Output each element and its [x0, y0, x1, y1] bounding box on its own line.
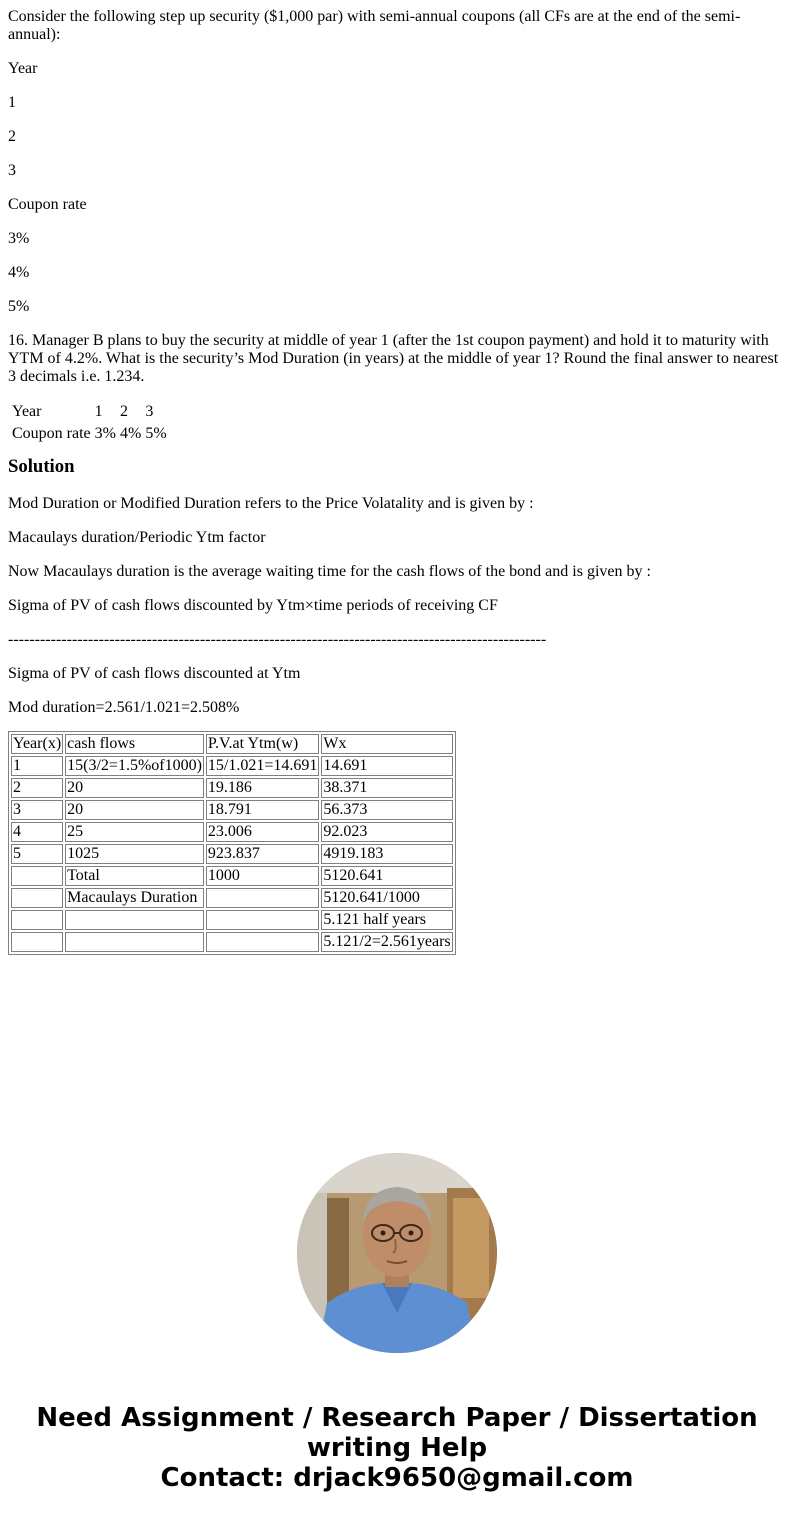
- table-row: [11, 910, 453, 930]
- table-cell: 15(3/2=1.5%of1000): [67, 757, 202, 774]
- table-cell: [11, 932, 63, 952]
- table-cell: 3%: [94, 425, 116, 442]
- table-cell: 19.186: [206, 778, 319, 798]
- table-cell: 5120.641/1000: [321, 888, 452, 908]
- table-cell: 14.691: [321, 756, 452, 776]
- ad-line: Need Assignment / Research Paper / Dissertation: [36, 1403, 758, 1433]
- table-cell: 923.837: [206, 844, 319, 864]
- question-intro: Consider the following step up security ($1,000 par) with semi-annual coupons (all CFs are at the end of the semi-annual):: [8, 8, 741, 43]
- solution-paragraph: Mod duration=2.561/1.021=2.508%: [8, 699, 240, 716]
- question-line: Year: [8, 60, 38, 77]
- table-header-row: [11, 734, 453, 754]
- question-line: Coupon rate: [8, 196, 87, 213]
- table-cell: Total: [65, 866, 204, 886]
- table-row: [11, 866, 453, 886]
- solution-heading: Solution: [8, 456, 75, 477]
- table-cell: 15/1.021=14.691: [207, 757, 318, 774]
- table-row: [11, 756, 453, 776]
- question-line: 4%: [8, 264, 30, 281]
- table-row: [11, 424, 168, 444]
- table-cell: 5: [11, 844, 63, 864]
- table-cell: 5%: [145, 425, 167, 442]
- table-cell: 3: [145, 403, 154, 420]
- table-cell: 5120.641: [321, 866, 452, 886]
- question-problem: 16. Manager B plans to buy the security at middle of year 1 (after the 1st coupon payment) and hold it to maturity with YTM of 4.2%. What is the security’s Mod Duration (in years) at the middle of year 1? Round the final answer to nearest 3 decimals i.e. 1.234.: [8, 332, 779, 385]
- table-cell: 5.121 half years: [321, 910, 452, 930]
- table-row: [11, 932, 453, 952]
- table-cell: 1: [94, 403, 103, 420]
- tutor-avatar-icon: [297, 1153, 497, 1353]
- table-row: [11, 822, 453, 842]
- table-cell: 4919.183: [321, 844, 452, 864]
- ad-line: writing Help: [306, 1433, 488, 1463]
- table-cell: Year: [12, 403, 42, 420]
- table-cell: 1025: [65, 844, 204, 864]
- table-cell: 4: [11, 822, 63, 842]
- table-cell: 56.373: [321, 800, 452, 820]
- column-header: Wx: [321, 734, 452, 754]
- table-row: [11, 402, 168, 422]
- table-cell: 23.006: [206, 822, 319, 842]
- column-header: P.V.at Ytm(w): [206, 734, 319, 754]
- divider-line: -----------------------------------------------------------------------------------------------------: [8, 631, 547, 648]
- duration-calculation-table: [8, 731, 456, 955]
- solution-paragraph: Macaulays duration/Periodic Ytm factor: [8, 529, 266, 546]
- table-cell: [11, 910, 63, 930]
- ad-contact-line: Contact: drjack9650@gmail.com: [160, 1463, 634, 1493]
- table-cell: [206, 932, 319, 952]
- table-cell: Coupon rate: [12, 425, 91, 442]
- table-cell: 1: [11, 756, 63, 776]
- solution-paragraph: Mod Duration or Modified Duration refers to the Price Volatality and is given by :: [8, 495, 534, 512]
- solution-paragraph: Now Macaulays duration is the average waiting time for the cash flows of the bond and is given by :: [8, 563, 651, 580]
- coupon-rate-table: [9, 400, 170, 446]
- table-cell: 92.023: [321, 822, 452, 842]
- table-cell: 1000: [206, 866, 319, 886]
- table-cell: Macaulays Duration: [65, 888, 204, 908]
- avatar: [297, 1153, 497, 1353]
- table-row: [11, 800, 453, 820]
- table-cell: [206, 888, 319, 908]
- column-header: cash flows: [65, 734, 204, 754]
- table-cell: [11, 888, 63, 908]
- table-cell: 2: [11, 778, 63, 798]
- question-line: 2: [8, 128, 16, 145]
- table-cell: 25: [65, 822, 204, 842]
- table-row: [11, 778, 453, 798]
- table-cell: 20: [65, 778, 204, 798]
- table-cell: [206, 910, 319, 930]
- question-line: 3: [8, 162, 16, 179]
- table-cell: [65, 910, 204, 930]
- table-cell: 4%: [119, 425, 142, 442]
- table-cell: 20: [65, 800, 204, 820]
- table-row: [11, 844, 453, 864]
- table-cell: 3: [11, 800, 63, 820]
- table-cell: 18.791: [206, 800, 319, 820]
- question-line: 5%: [8, 298, 30, 315]
- table-cell: [11, 866, 63, 886]
- solution-paragraph: Sigma of PV of cash flows discounted by Ytm×time periods of receiving CF: [8, 597, 498, 614]
- table-cell: 2: [119, 403, 128, 420]
- table-cell: 5.121/2=2.561years: [323, 933, 451, 950]
- column-header: Year(x): [13, 735, 62, 752]
- solution-paragraph: Sigma of PV of cash flows discounted at Ytm: [8, 665, 301, 682]
- question-line: 3%: [8, 230, 30, 247]
- table-cell: [65, 932, 204, 952]
- question-line: 1: [8, 94, 16, 111]
- table-row: [11, 888, 453, 908]
- assignment-help-ad: [0, 1403, 794, 1493]
- table-cell: 38.371: [321, 778, 452, 798]
